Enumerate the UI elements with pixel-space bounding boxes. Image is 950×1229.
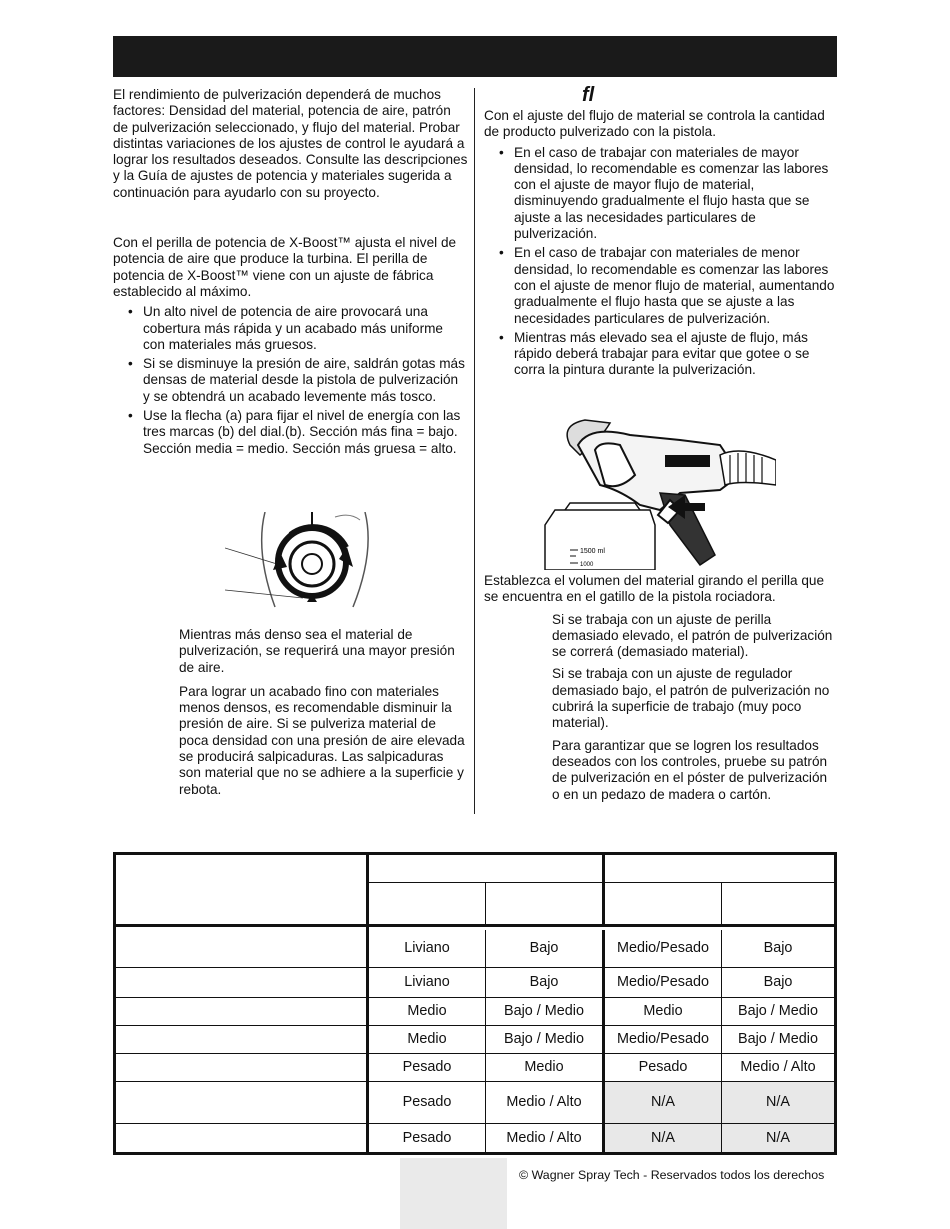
flow-bullet-item: • En el caso de trabajar con materiales de menor densidad, lo recomendable es comenzar las labores con el ajuste de menor flujo de material, aumentando gradualmente el flujo hasta que se ajuste a las necesidades particulares de pulverización. xyxy=(514,245,836,326)
page-number-block xyxy=(400,1158,507,1229)
table-cell: Medio xyxy=(368,1026,486,1054)
container-mark-1000: 1000 xyxy=(580,562,594,568)
table-subheader xyxy=(604,883,722,926)
table-cell: Bajo / Medio xyxy=(486,998,604,1026)
table-cell: Bajo / Medio xyxy=(722,1026,836,1054)
table-cell: Bajo xyxy=(722,930,836,968)
table-header-cell xyxy=(115,854,368,926)
flow-heading-glyph: fl xyxy=(582,84,595,106)
power-bullet-item: • Un alto nivel de potencia de aire provocará una cobertura más rápida y un acabado más uniforme con materiales más gruesos. xyxy=(143,304,468,353)
flow-note-too-low: Si se trabaja con un ajuste de regulador demasiado bajo, el patrón de pulverización no cubrirá la superficie de trabajo (muy poco material). xyxy=(552,666,830,731)
table-row xyxy=(115,1054,836,1082)
left-note-fine-finish: Para lograr un acabado fino con materiales menos densos, es recomendable disminuir la presión de aire. Si se pulveriza material de poca densidad con una presión de aire elevada se producirá salpicaduras. Las salpicaduras son material que no se adhiere a la superficie y rebota. xyxy=(179,683,465,797)
copyright-notice: © Wagner Spray Tech - Reservados todos los derechos xyxy=(519,1168,825,1182)
table-cell: Medio / Alto xyxy=(722,1054,836,1082)
section-header-bar xyxy=(113,36,837,77)
flow-bullet-item: • Mientras más elevado sea el ajuste de flujo, más rápido deberá trabajar para evitar que gotee o se corra la pintura durante la pulverización. xyxy=(514,330,836,379)
table-cell: N/A xyxy=(722,1124,836,1154)
table-row xyxy=(115,968,836,998)
settings-guide-table xyxy=(113,852,837,1155)
table-row xyxy=(115,998,836,1026)
spray-gun-figure xyxy=(540,415,776,570)
container-mark-1500: 1500 ml xyxy=(580,548,605,555)
flow-bullet-item: • En el caso de trabajar con materiales de mayor densidad, lo recomendable es comenzar las labores con el ajuste de mayor flujo de material, disminuyendo gradualmente el flujo hasta que se ajuste a las necesidades particulares de pulverización. xyxy=(514,145,836,243)
table-cell: Bajo / Medio xyxy=(486,1026,604,1054)
table-row xyxy=(115,1026,836,1054)
left-notes xyxy=(113,627,468,798)
table-cell: Bajo xyxy=(722,968,836,998)
table-cell: Bajo / Medio xyxy=(722,998,836,1026)
table-cell: Medio xyxy=(486,1054,604,1082)
table-cell: N/A xyxy=(604,1082,722,1124)
table-cell: Medio xyxy=(604,998,722,1026)
flow-bullet-list xyxy=(484,145,836,379)
power-bullet-list xyxy=(113,304,468,457)
table-cell: Pesado xyxy=(368,1054,486,1082)
right-notes xyxy=(484,573,836,803)
table-cell: Medio/Pesado xyxy=(604,968,722,998)
flow-note-too-high: Si se trabaja con un ajuste de perilla demasiado elevado, el patrón de pulverización se correrá (demasiado material). xyxy=(552,611,833,660)
table-cell: N/A xyxy=(722,1082,836,1124)
table-cell: Medio/Pesado xyxy=(604,1026,722,1054)
table-group-header xyxy=(604,854,836,883)
table-subheader xyxy=(722,883,836,926)
table-subheader xyxy=(486,883,604,926)
power-intro-paragraph: Con el perilla de potencia de X-Boost™ ajusta el nivel de potencia de aire que produce la turbina. El perilla de potencia de X-Boost™ viene con un ajuste de fábrica establecido al máximo. xyxy=(113,235,457,299)
table-row xyxy=(115,1124,836,1154)
table-cell: N/A xyxy=(604,1124,722,1154)
table-row xyxy=(115,930,836,968)
left-intro-paragraph: El rendimiento de pulverización dependerá de muchos factores: Densidad del material, potencia de aire, patrón de pulverización seleccionado, y flujo del material. Probar distintas variaciones de los ajustes de control le ayudará a lograr los resultados deseados. Consulte las descripciones y la Guía de ajustes de potencia y materiales sugerida a continuación para ayudarlo con su proyecto. xyxy=(113,87,468,200)
right-column xyxy=(484,84,836,382)
table-cell: Pesado xyxy=(604,1054,722,1082)
table-cell: Medio / Alto xyxy=(486,1082,604,1124)
table-row xyxy=(115,1082,836,1124)
table-cell: Medio / Alto xyxy=(486,1124,604,1154)
table-cell: Pesado xyxy=(368,1124,486,1154)
table-subheader xyxy=(368,883,486,926)
table-cell: Liviano xyxy=(368,930,486,968)
flow-note-test: Para garantizar que se logren los resultados deseados con los controles, pruebe su patrón de pulverización en el póster de pulverización o en un pedazo de madera o cartón. xyxy=(552,737,828,802)
table-cell: Pesado xyxy=(368,1082,486,1124)
table-cell: Liviano xyxy=(368,968,486,998)
power-bullet-item: • Si se disminuye la presión de aire, saldrán gotas más densas de material desde la pistola de pulverización y se obtendrá un acabado levemente más tosco. xyxy=(143,356,468,405)
flow-after-figure-paragraph: Establezca el volumen del material girando el perilla que se encuentra en el gatillo de la pistola rociadora. xyxy=(484,573,825,605)
flow-intro-paragraph: Con el ajuste del flujo de material se controla la cantidad de producto pulverizado con la pistola. xyxy=(484,108,825,140)
power-dial-figure xyxy=(225,512,385,614)
left-note-density: Mientras más denso sea el material de pulverización, se requerirá una mayor presión de aire. xyxy=(179,627,455,675)
column-divider xyxy=(474,88,475,814)
power-bullet-item: • Use la flecha (a) para fijar el nivel de energía con las tres marcas (b) del dial.(b). Sección más fina = bajo. Sección media = medio. Sección más gruesa = alto. xyxy=(143,408,468,457)
left-column xyxy=(113,87,468,460)
table-cell: Bajo xyxy=(486,930,604,968)
table-group-header xyxy=(368,854,604,883)
table-cell: Bajo xyxy=(486,968,604,998)
table-cell: Medio/Pesado xyxy=(604,930,722,968)
table-cell: Medio xyxy=(368,998,486,1026)
